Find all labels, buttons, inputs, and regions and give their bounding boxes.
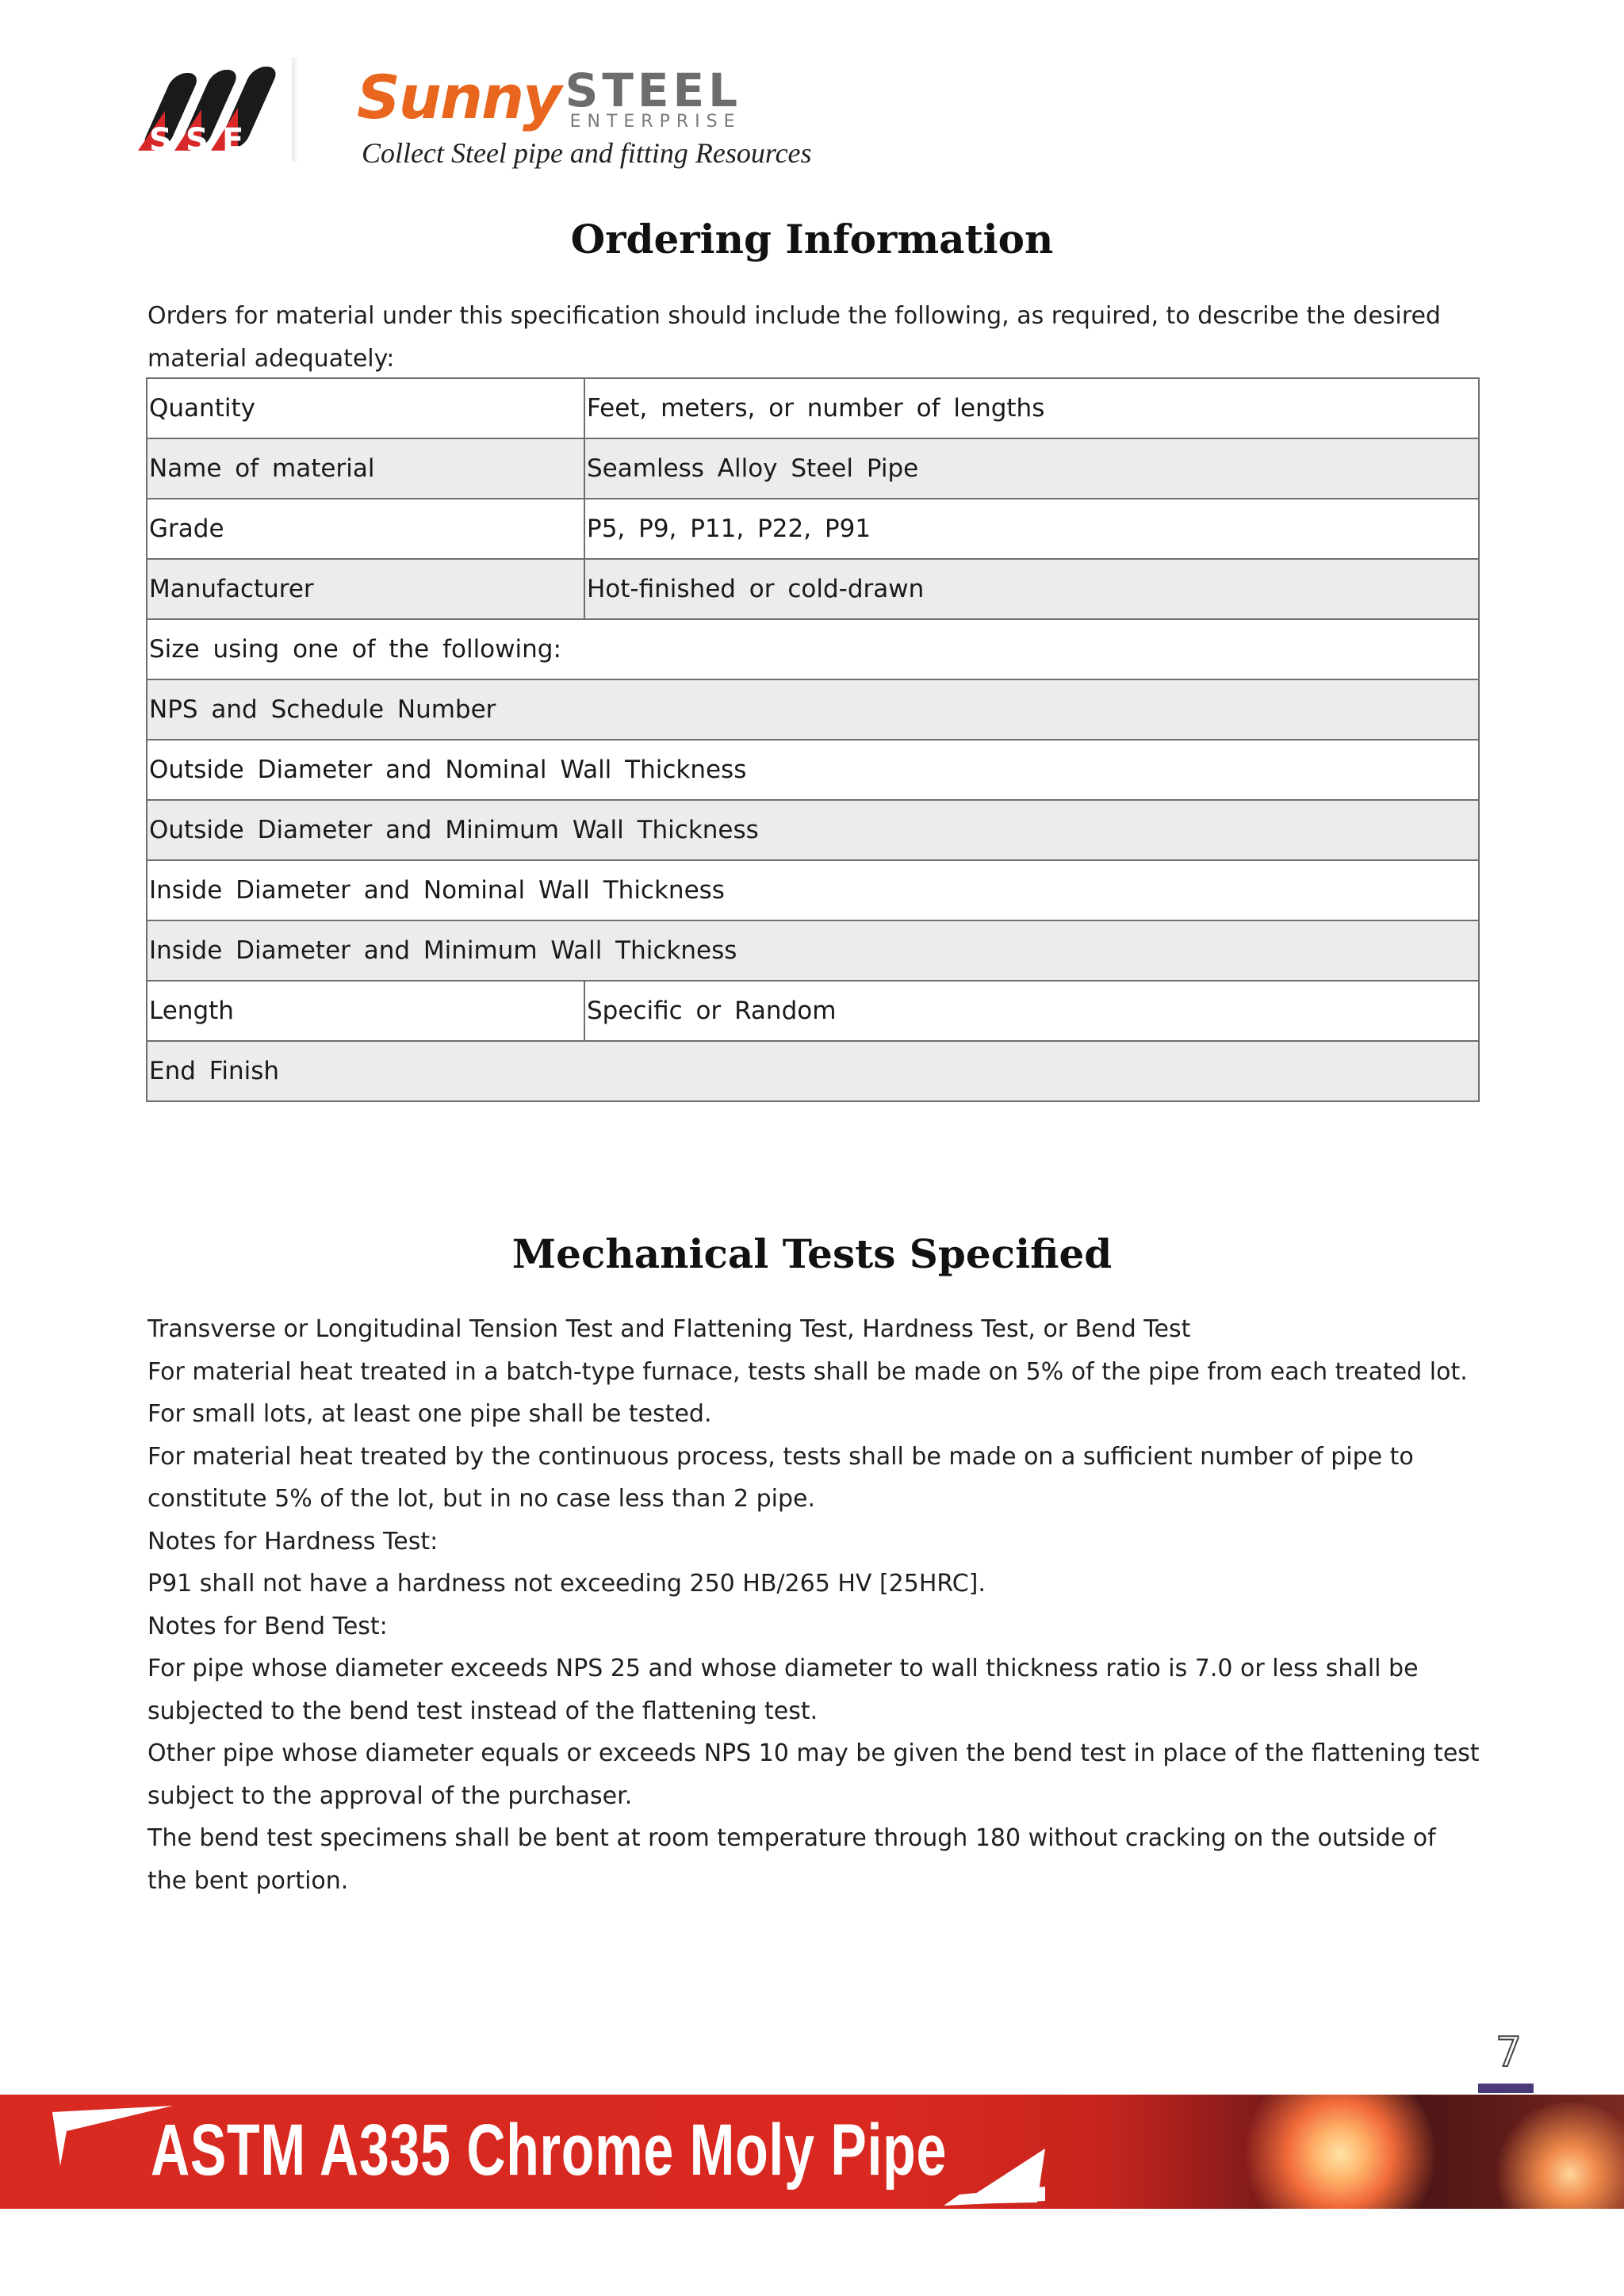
text-line: Notes for Hardness Test: xyxy=(147,1527,439,1556)
banner-title: ASTM A335 Chrome Moly Pipe xyxy=(151,2110,948,2191)
text-line: subjected to the bend test instead of the flattening test. xyxy=(147,1697,818,1725)
ordering-intro: Orders for material under this specification should include the following, as required, to describe the desired material adequately: xyxy=(147,302,1441,373)
text-line: For material heat treated by the continuous process, tests shall be made on a sufficient number of pipe to xyxy=(147,1442,1414,1471)
text-line: Transverse or Longitudinal Tension Test and Flattening Test, Hardness Test, or Bend Test xyxy=(147,1315,1191,1343)
table-row xyxy=(147,679,1479,740)
table-cell-value: P5, P9, P11, P22, P91 xyxy=(584,499,1479,559)
table-row xyxy=(147,860,1479,920)
svg-text:7: 7 xyxy=(1496,2029,1522,2074)
text-line: For small lots, at least one pipe shall be tested. xyxy=(147,1400,712,1428)
text-line: Other pipe whose diameter equals or exceeds NPS 10 may be given the bend test in place of the flattening test xyxy=(147,1739,1480,1767)
page-number-bar xyxy=(1478,2084,1534,2093)
table-cell-label: NPS and Schedule Number xyxy=(147,679,1479,740)
table-cell-value: Seamless Alloy Steel Pipe xyxy=(584,438,1479,499)
brand-enterprise: ENTERPRISE xyxy=(569,112,741,132)
table-cell-label: Size using one of the following: xyxy=(147,619,1479,679)
table-cell-value: Hot-finished or cold-drawn xyxy=(584,559,1479,619)
logo-divider xyxy=(292,57,298,162)
table-row xyxy=(147,619,1479,679)
table-cell-label: Name of material xyxy=(147,438,584,499)
table-cell-label: Inside Diameter and Nominal Wall Thickness xyxy=(147,860,1479,920)
svg-text:E: E xyxy=(222,122,244,157)
table-row xyxy=(147,800,1479,860)
text-line: subject to the approval of the purchaser. xyxy=(147,1781,633,1810)
text-line: For pipe whose diameter exceeds NPS 25 and whose diameter to wall thickness ratio is 7.0 or less shall be xyxy=(147,1655,1419,1682)
sse-logo-icon xyxy=(133,65,292,157)
table-cell-label: Length xyxy=(147,981,584,1041)
table-cell-label: Outside Diameter and Nominal Wall Thickness xyxy=(147,740,1479,800)
table-row xyxy=(147,1041,1479,1101)
text-line: P91 shall not have a hardness not exceeding 250 HB/265 HV [25HRC]. xyxy=(147,1570,986,1598)
text-line: The bend test specimens shall be bent at room temperature through 180 without cracking on the outside of xyxy=(147,1824,1436,1852)
text-line: constitute 5% of the lot, but in no case less than 2 pipe. xyxy=(147,1485,815,1513)
page-number xyxy=(1491,2026,1542,2074)
svg-text:S: S xyxy=(186,122,209,157)
text-line: For material heat treated in a batch-type furnace, tests shall be made on 5% of the pipe from each treated lot. xyxy=(147,1357,1468,1386)
table-cell-label: Manufacturer xyxy=(147,559,584,619)
mechanical-text xyxy=(147,1308,1480,1902)
table-row xyxy=(147,740,1479,800)
table-row xyxy=(147,920,1479,981)
table-cell-value: Specific or Random xyxy=(584,981,1479,1041)
table-row xyxy=(147,981,1479,1041)
tagline: Collect Steel pipe and fitting Resources xyxy=(362,137,812,169)
table-cell-label: Outside Diameter and Minimum Wall Thickness xyxy=(147,800,1479,860)
footer-banner xyxy=(0,2095,1624,2209)
brand-wordmark xyxy=(357,62,741,133)
mechanical-title: Mechanical Tests Specified xyxy=(511,1230,1113,1277)
table-cell-label: End Finish xyxy=(147,1041,1479,1101)
svg-text:S: S xyxy=(149,122,172,157)
table-row xyxy=(147,559,1479,619)
table-cell-label: Grade xyxy=(147,499,584,559)
table-cell-label: Inside Diameter and Minimum Wall Thickness xyxy=(147,920,1479,981)
brand-steel: STEEL xyxy=(565,63,742,117)
ordering-title: Ordering Information xyxy=(570,216,1054,262)
table-cell-value: Feet, meters, or number of lengths xyxy=(584,378,1479,438)
table-row xyxy=(147,438,1479,499)
text-line: Notes for Bend Test: xyxy=(147,1612,388,1640)
ordering-table xyxy=(146,377,1480,1102)
brand-sunny: Sunny xyxy=(357,62,561,132)
text-line: the bent portion. xyxy=(147,1866,349,1895)
table-row xyxy=(147,499,1479,559)
table-row xyxy=(147,378,1479,438)
table-cell-label: Quantity xyxy=(147,378,584,438)
